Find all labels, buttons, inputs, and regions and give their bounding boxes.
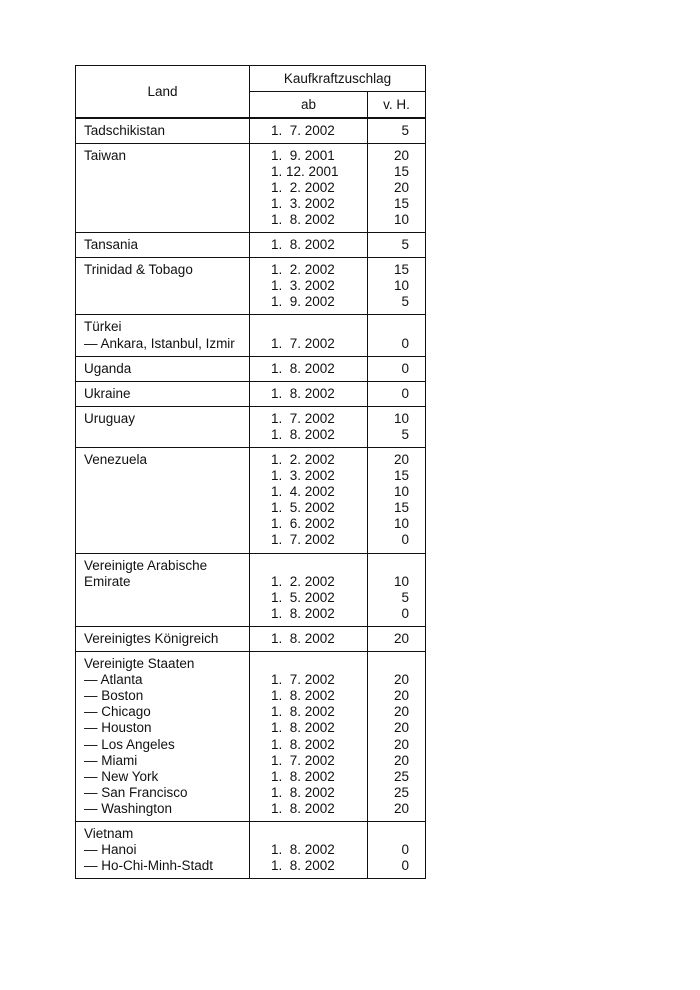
vh-cell	[368, 356, 426, 381]
date-value: 1. 3. 2002	[271, 195, 335, 211]
land-cell	[76, 381, 250, 406]
percent-value: 20	[393, 720, 409, 736]
ab-cell	[250, 143, 368, 232]
land-name: Taiwan	[84, 147, 127, 163]
vh-cell	[368, 626, 426, 651]
date-value: 1. 3. 2002	[271, 468, 335, 484]
date-value: 1. 7. 2002	[271, 532, 335, 548]
ab-cell	[250, 233, 368, 258]
date-value: 1. 5. 2002	[271, 589, 335, 605]
percent-value: 15	[393, 500, 409, 516]
land-name: — Chicago	[84, 704, 151, 720]
land-name: Uganda	[84, 360, 132, 376]
kaufkraftzuschlag-table-page	[75, 65, 426, 879]
land-name: — Ankara, Istanbul, Izmir	[84, 335, 235, 351]
percent-value: 15	[393, 468, 409, 484]
date-value: 1. 3. 2002	[271, 278, 335, 294]
percent-value: 20	[393, 630, 409, 646]
percent-value: 20	[393, 672, 409, 688]
date-value: 1. 8. 2002	[271, 768, 335, 784]
kaufkraftzuschlag-table	[75, 65, 426, 879]
date-value: 1. 8. 2002	[271, 426, 335, 442]
table-row	[76, 553, 426, 626]
land-name: Vereinigte Staaten	[84, 656, 195, 672]
land-cell	[76, 315, 250, 356]
land-cell	[76, 821, 250, 878]
ab-cell	[250, 381, 368, 406]
date-value: 1. 9. 2002	[271, 294, 335, 310]
land-name: — San Francisco	[84, 784, 188, 800]
land-cell	[76, 448, 250, 554]
vh-cell	[368, 652, 426, 822]
date-value: 1. 2. 2002	[271, 573, 335, 589]
land-name: Vietnam	[84, 825, 134, 841]
percent-value: 20	[393, 147, 409, 163]
land-cell	[76, 143, 250, 232]
date-value: 1. 7. 2002	[271, 122, 335, 138]
ab-cell	[250, 553, 368, 626]
header-kaufkraftzuschlag: Kaufkraftzuschlag	[250, 66, 426, 92]
vh-cell	[368, 406, 426, 447]
land-name: Ukraine	[84, 385, 131, 401]
land-name: — New York	[84, 768, 159, 784]
percent-value: 0	[401, 605, 409, 621]
ab-cell	[250, 406, 368, 447]
percent-value: 20	[393, 452, 409, 467]
date-value: 1. 4. 2002	[271, 484, 335, 500]
land-name: — Washington	[84, 800, 173, 816]
date-value: 1. 8. 2002	[271, 736, 335, 752]
percent-value: 0	[401, 360, 409, 376]
header-vh: v. H.	[368, 92, 426, 118]
table-row	[76, 448, 426, 554]
land-name: Emirate	[84, 573, 131, 589]
date-value: 1. 6. 2002	[271, 516, 335, 532]
land-name: — Hanoi	[84, 842, 137, 858]
land-cell	[76, 233, 250, 258]
percent-value: 5	[401, 237, 409, 253]
land-cell	[76, 258, 250, 315]
date-value: 1. 8. 2002	[271, 630, 335, 646]
percent-value: 10	[393, 484, 409, 500]
vh-cell	[368, 118, 426, 144]
table-header	[76, 66, 426, 118]
table-row	[76, 143, 426, 232]
date-value: 1. 8. 2002	[271, 605, 335, 621]
land-name: — Atlanta	[84, 672, 143, 688]
land-name: — Miami	[84, 752, 138, 768]
vh-cell	[368, 315, 426, 356]
land-name: Tadschikistan	[84, 122, 166, 138]
table-row	[76, 821, 426, 878]
percent-value: 20	[393, 688, 409, 704]
table-row	[76, 652, 426, 822]
percent-value: 10	[393, 573, 409, 589]
date-value: 1. 12. 2001	[271, 163, 339, 179]
date-value: 1. 7. 2002	[271, 672, 335, 688]
percent-value: 0	[401, 385, 409, 401]
table-row	[76, 381, 426, 406]
percent-value: 5	[401, 294, 409, 310]
ab-cell	[250, 626, 368, 651]
land-cell	[76, 652, 250, 822]
land-cell	[76, 356, 250, 381]
land-name: — Los Angeles	[84, 736, 175, 752]
ab-cell	[250, 118, 368, 144]
ab-cell	[250, 258, 368, 315]
date-value: 1. 8. 2002	[271, 385, 335, 401]
land-cell	[76, 406, 250, 447]
date-value: 1. 8. 2002	[271, 858, 335, 874]
percent-value: 20	[393, 179, 409, 195]
land-name: Trinidad & Tobago	[84, 262, 193, 278]
land-cell	[76, 118, 250, 144]
table-row	[76, 258, 426, 315]
date-value: 1. 8. 2002	[271, 688, 335, 704]
percent-value: 5	[401, 426, 409, 442]
percent-value: 20	[393, 736, 409, 752]
ab-cell	[250, 315, 368, 356]
ab-cell	[250, 356, 368, 381]
date-value: 1. 8. 2002	[271, 784, 335, 800]
land-name: — Ho-Chi-Minh-Stadt	[84, 858, 214, 874]
percent-value: 10	[393, 211, 409, 227]
date-value: 1. 2. 2002	[271, 262, 335, 278]
land-name: Vereinigte Arabische	[84, 557, 208, 573]
date-value: 1. 8. 2002	[271, 800, 335, 816]
percent-value: 25	[393, 784, 409, 800]
date-value: 1. 7. 2002	[271, 335, 335, 351]
land-name: Uruguay	[84, 410, 136, 426]
percent-value: 5	[401, 589, 409, 605]
header-ab: ab	[250, 92, 368, 118]
vh-cell	[368, 448, 426, 554]
date-value: 1. 8. 2002	[271, 720, 335, 736]
table-row	[76, 626, 426, 651]
table-row	[76, 233, 426, 258]
land-name: Tansania	[84, 237, 139, 253]
land-cell	[76, 626, 250, 651]
date-value: 1. 8. 2002	[271, 704, 335, 720]
land-name: Vereinigtes Königreich	[84, 630, 219, 646]
date-value: 1. 8. 2002	[271, 237, 335, 253]
percent-value: 20	[393, 704, 409, 720]
percent-value: 0	[401, 858, 409, 874]
percent-value: 10	[393, 410, 409, 426]
percent-value: 15	[393, 195, 409, 211]
percent-value: 10	[393, 278, 409, 294]
land-name: Venezuela	[84, 452, 148, 467]
table-row	[76, 356, 426, 381]
land-name: — Houston	[84, 720, 152, 736]
vh-cell	[368, 258, 426, 315]
percent-value: 0	[401, 842, 409, 858]
date-value: 1. 8. 2002	[271, 842, 335, 858]
ab-cell	[250, 448, 368, 554]
table-row	[76, 315, 426, 356]
vh-cell	[368, 381, 426, 406]
percent-value: 20	[393, 800, 409, 816]
percent-value: 0	[401, 532, 409, 548]
percent-value: 15	[393, 262, 409, 278]
land-name: Türkei	[84, 319, 122, 335]
table-row	[76, 406, 426, 447]
date-value: 1. 5. 2002	[271, 500, 335, 516]
land-name: — Boston	[84, 688, 144, 704]
percent-value: 0	[401, 335, 409, 351]
ab-cell	[250, 652, 368, 822]
date-value: 1. 8. 2002	[271, 211, 335, 227]
vh-cell	[368, 553, 426, 626]
percent-value: 20	[393, 752, 409, 768]
vh-cell	[368, 143, 426, 232]
date-value: 1. 8. 2002	[271, 360, 335, 376]
vh-cell	[368, 233, 426, 258]
land-cell	[76, 553, 250, 626]
table-row	[76, 118, 426, 144]
date-value: 1. 2. 2002	[271, 452, 335, 467]
table-body	[76, 118, 426, 879]
date-value: 1. 7. 2002	[271, 752, 335, 768]
date-value: 1. 2. 2002	[271, 179, 335, 195]
vh-cell	[368, 821, 426, 878]
percent-value: 10	[393, 516, 409, 532]
date-value: 1. 7. 2002	[271, 410, 335, 426]
percent-value: 25	[393, 768, 409, 784]
percent-value: 5	[401, 122, 409, 138]
percent-value: 15	[393, 163, 409, 179]
ab-cell	[250, 821, 368, 878]
header-land: Land	[76, 66, 250, 118]
date-value: 1. 9. 2001	[271, 147, 335, 163]
